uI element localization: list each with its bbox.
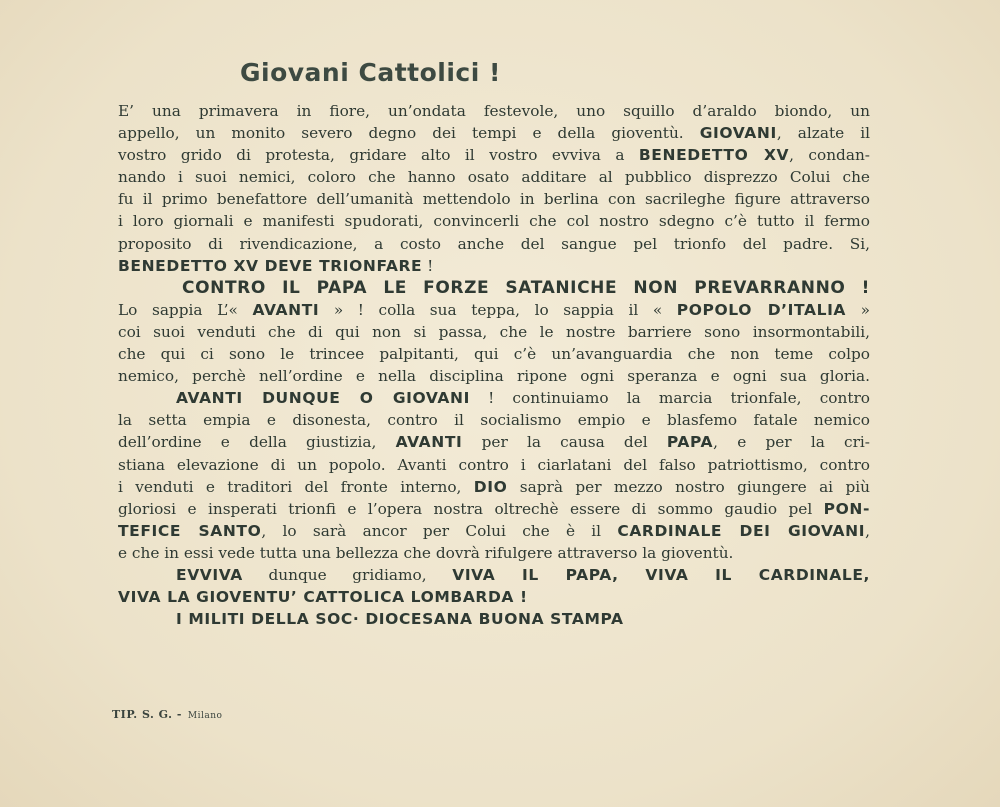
emphasis-text: PON- — [823, 499, 870, 518]
emphasis-text: BENEDETTO XV — [638, 146, 790, 165]
emphasis-text: VIVA IL PAPA, VIVA IL CARDINALE, — [452, 565, 870, 584]
body-text: » — [846, 300, 870, 319]
body-text: Lo sappia L’« — [118, 300, 253, 319]
body-text: per la causa del — [462, 433, 667, 452]
body-text: , e per la cri- — [713, 433, 870, 452]
emphasis-text: GIOVANI — [699, 124, 777, 143]
body-text: saprà per mezzo nostro giungere ai più — [507, 477, 870, 496]
emphasis-text: VIVA LA GIOVENTU’ CATTOLICA LOMBARDA ! — [118, 588, 528, 607]
text-line — [118, 100, 870, 122]
body-text: ! continuiamo la marcia trionfale, contro — [469, 389, 870, 408]
text-line — [118, 387, 870, 409]
text-line — [118, 542, 870, 564]
emphasis-text: CONTRO IL PAPA LE FORZE SATANICHE NON PREVARRANNO ! — [182, 277, 870, 298]
emphasis-text: AVANTI — [395, 433, 463, 452]
body-text: i venduti e traditori del fronte interno, — [118, 477, 474, 496]
text-line — [118, 122, 870, 144]
text-line — [118, 321, 870, 343]
body-text: stiana elevazione di un popolo. Avanti contro i ciarlatani del falso patriottismo, contro — [118, 455, 870, 474]
text-line — [118, 409, 870, 431]
body-text: E’ una primavera in fiore, un’ondata festevole, uno squillo d’araldo biondo, un — [118, 102, 870, 120]
text-line — [118, 144, 870, 166]
text-line — [118, 210, 870, 232]
emphasis-text: AVANTI — [252, 300, 320, 319]
body-text: , — [865, 521, 870, 540]
emphasis-text: CARDINALE DEI GIOVANI — [617, 521, 866, 540]
text-line — [118, 277, 870, 299]
emphasis-text: TEFICE SANTO — [118, 521, 262, 540]
body-text: dell’ordine e della giustizia, — [118, 433, 396, 452]
text-line — [118, 166, 870, 188]
body-text: ! — [422, 256, 434, 275]
body-text: appello, un monito severo degno dei tempi e della gioventù. — [118, 124, 700, 143]
emphasis-text: POPOLO D’ITALIA — [676, 300, 847, 319]
text-line — [118, 476, 870, 498]
printer-city: Milano — [187, 711, 223, 721]
text-line — [118, 564, 870, 586]
body-text: che qui ci sono le trincee palpitanti, qui c’è un’avanguardia che non teme colpo — [118, 345, 870, 364]
body-text: i loro giornali e manifesti spudorati, convincerli che col nostro sdegno c’è tutto il fermo — [118, 212, 870, 231]
body-text: , condan- — [789, 146, 870, 165]
page-title: Giovani Cattolici ! — [240, 58, 501, 87]
text-line — [118, 586, 870, 608]
text-line — [118, 365, 870, 387]
body-text: la setta empia e disonesta, contro il socialismo empio e blasfemo fatale nemico — [118, 411, 870, 430]
body-text: coi suoi venduti che di qui non si passa, che le nostre barriere sono insormontabili, — [118, 322, 870, 341]
text-line — [118, 233, 870, 255]
body-text: proposito di rivendicazione, a costo anche del sangue pel trionfo del padre. Si, — [118, 234, 870, 253]
body-text: » ! colla sua teppa, lo sappia il « — [319, 300, 677, 319]
emphasis-text: BENEDETTO XV DEVE TRIONFARE — [118, 256, 423, 275]
emphasis-text: DIO — [473, 477, 508, 496]
text-line — [118, 454, 870, 476]
text-line — [118, 343, 870, 365]
printer-imprint — [112, 708, 222, 721]
body-text: nando i suoi nemici, coloro che hanno osato additare al pubblico disprezzo Colui che — [118, 168, 870, 187]
leaflet-body — [118, 100, 870, 630]
body-text: nemico, perchè nell’ordine e nella disciplina ripone ogni speranza e ogni sua gloria. — [118, 367, 870, 386]
body-text: , lo sarà ancor per Colui che è il — [261, 521, 618, 540]
text-line — [118, 299, 870, 321]
body-text: e che in essi vede tutta una bellezza che dovrà rifulgere attraverso la gioventù. — [118, 543, 734, 562]
text-line — [118, 188, 870, 210]
body-text: dunque gridiamo, — [242, 565, 453, 584]
emphasis-text: PAPA — [666, 433, 714, 452]
body-text: vostro grido di protesta, gridare alto il vostro evviva a — [118, 146, 639, 165]
emphasis-text: I MILITI DELLA SOC· DIOCESANA BUONA STAMPA — [176, 610, 624, 629]
emphasis-text: EVVIVA — [176, 565, 243, 584]
body-text: , alzate il — [776, 124, 871, 143]
printer-name: TIP. S. G. - — [112, 708, 182, 721]
body-text: fu il primo benefattore dell’umanità mettendolo in berlina con sacrileghe figure attraverso — [118, 190, 870, 209]
text-line — [118, 608, 870, 630]
text-line — [118, 431, 870, 453]
emphasis-text: AVANTI DUNQUE O GIOVANI — [176, 389, 470, 408]
text-line — [118, 255, 870, 277]
text-line — [118, 498, 870, 520]
body-text: gloriosi e insperati trionfi e l’opera nostra oltrechè essere di sommo gaudio pel — [118, 499, 824, 518]
text-line — [118, 520, 870, 542]
